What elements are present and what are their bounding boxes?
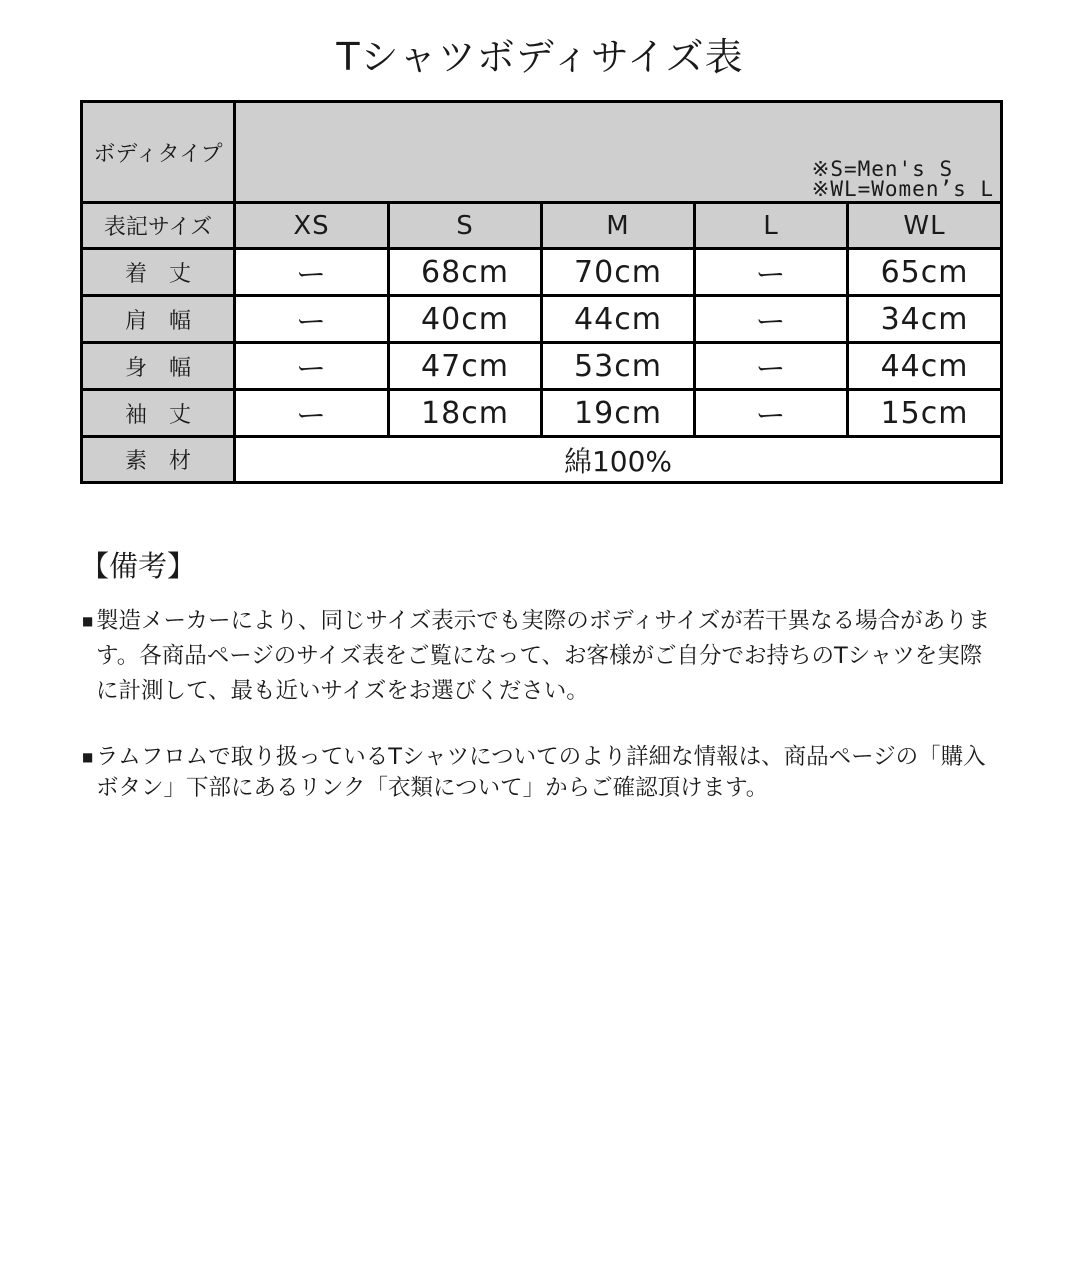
row-label-shoulder: 肩 幅: [82, 296, 235, 343]
remarks-title: 【備考】: [80, 549, 197, 583]
size-header-s: S: [389, 203, 542, 249]
chest-m: 53cm: [542, 343, 695, 390]
row-label-material: 素 材: [82, 437, 235, 483]
length-m: 70cm: [542, 249, 695, 296]
shoulder-xs: ー: [235, 296, 389, 343]
length-xs: ー: [235, 249, 389, 296]
shoulder-m: 44cm: [542, 296, 695, 343]
size-note-womens: ※WL=Women’s L: [811, 177, 995, 201]
chest-wl: 44cm: [848, 343, 1002, 390]
body-type-label: ボディタイプ: [82, 102, 235, 203]
table-row: [82, 249, 1002, 296]
sleeve-xs: ー: [235, 390, 389, 437]
size-header-wl: WL: [848, 203, 1002, 249]
body-type-row: [82, 102, 1002, 203]
chest-l: ー: [695, 343, 848, 390]
chest-xs: ー: [235, 343, 389, 390]
size-header-l: L: [695, 203, 848, 249]
sleeve-l: ー: [695, 390, 848, 437]
material-value: 綿100%: [235, 437, 1002, 483]
material-row: [82, 437, 1002, 483]
shoulder-l: ー: [695, 296, 848, 343]
remark-text: ラムフロムで取り扱っているTシャツについてのより詳細な情報は、商品ページの「購入ボタン」下部にあるリンク「衣類について」からご確認頂けます。: [96, 744, 986, 801]
sleeve-m: 19cm: [542, 390, 695, 437]
bullet-icon: ■: [82, 614, 94, 628]
sleeve-s: 18cm: [389, 390, 542, 437]
size-table: [80, 100, 1003, 484]
length-l: ー: [695, 249, 848, 296]
size-label: 表記サイズ: [82, 203, 235, 249]
table-row: [82, 390, 1002, 437]
row-label-length: 着 丈: [82, 249, 235, 296]
sleeve-wl: 15cm: [848, 390, 1002, 437]
remark-item: [82, 604, 1002, 709]
size-header-row: [82, 203, 1002, 249]
size-note-mens: ※S=Men's S: [811, 157, 954, 181]
chest-s: 47cm: [389, 343, 542, 390]
table-row: [82, 296, 1002, 343]
length-s: 68cm: [389, 249, 542, 296]
remark-item: [82, 742, 1002, 804]
bullet-icon: ■: [82, 750, 94, 764]
table-row: [82, 343, 1002, 390]
row-label-sleeve: 袖 丈: [82, 390, 235, 437]
size-header-m: M: [542, 203, 695, 249]
size-header-xs: XS: [235, 203, 389, 249]
page-title: Tシャツボディサイズ表: [336, 35, 744, 79]
size-notes: [812, 159, 994, 199]
length-wl: 65cm: [848, 249, 1002, 296]
shoulder-wl: 34cm: [848, 296, 1002, 343]
row-label-chest: 身 幅: [82, 343, 235, 390]
size-note-cell: [235, 102, 1002, 203]
remark-text: 製造メーカーにより、同じサイズ表示でも実際のボディサイズが若干異なる場合があります。各商品ページのサイズ表をご覧になって、お客様がご自分でお持ちのTシャツを実際に計測して、最も近いサイズをお選びください。: [96, 608, 991, 704]
shoulder-s: 40cm: [389, 296, 542, 343]
